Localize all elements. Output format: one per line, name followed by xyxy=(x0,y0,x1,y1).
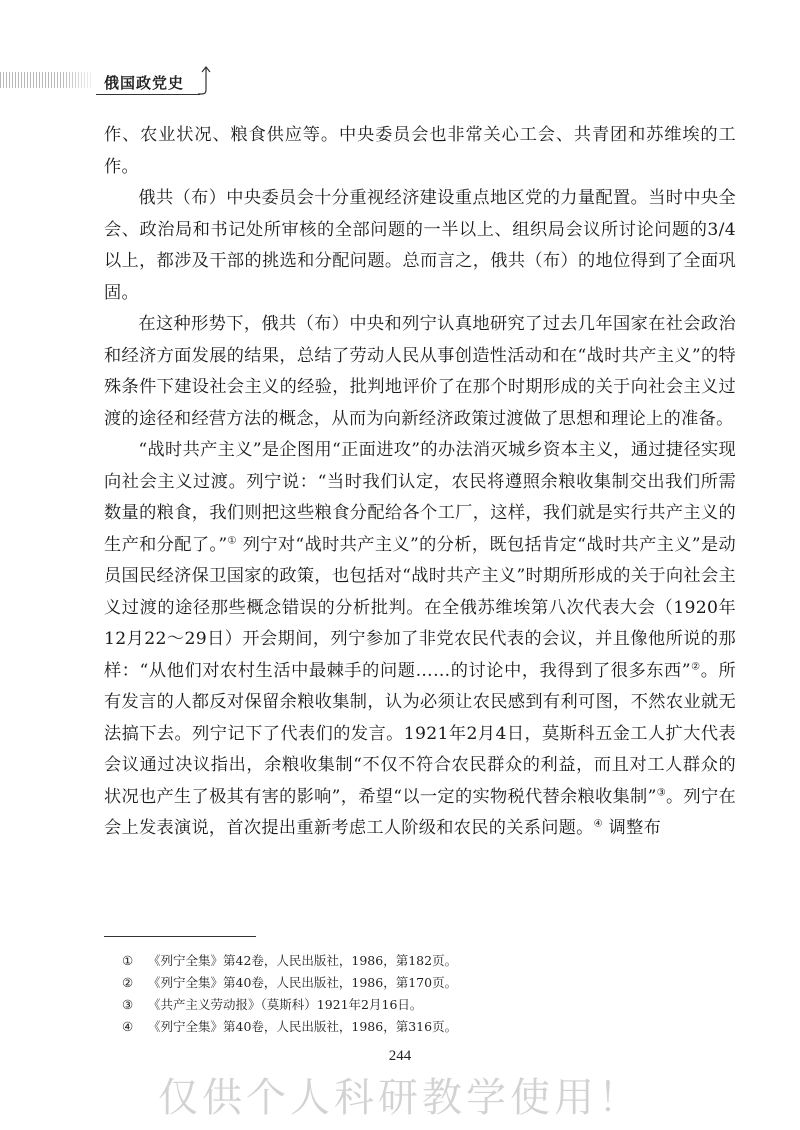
page-number: 244 xyxy=(388,1048,412,1064)
footnote-item xyxy=(122,972,722,994)
footnote-item xyxy=(122,950,722,972)
footnote-text: 《列宁全集》第40卷，人民出版社，1986，第316页。 xyxy=(148,1019,458,1034)
footnote-mark: ② xyxy=(122,975,134,990)
running-header xyxy=(0,58,230,102)
header-underline xyxy=(96,94,200,95)
paragraph-transition-preparation: 在这种形势下，俄共（布）中央和列宁认真地研究了过去几年国家在社会政治和经济方面发展的结果，总结了劳动人民从事创造性活动和在“战时共产主义”的特殊条件下建设社会主义的经验，批判地评价了在那个时期形成的关于向社会主义过渡的途径和经营方法的概念，从而为向新经济政策过渡做了思想和理论上的准备。 xyxy=(104,314,736,429)
p4-text-1: “战时共产主义”是企图用“正面进攻”的办法消灭城乡资本主义，通过捷径实现向社会主义过渡。列宁说：“当时我们认定，农民将遵照余粮收集制交出我们所需数量的粮食，我们则把这些粮食分配给各个工厂，这样，我们就是实行共产主义的生产和分配了。” xyxy=(104,440,736,555)
footnote-mark: ③ xyxy=(122,997,134,1012)
paragraph-cadre-allocation: 俄共（布）中央委员会十分重视经济建设重点地区党的力量配置。当时中央全会、政治局和书记处所审核的全部问题的一半以上、组织局会议所讨论问题的3/4以上，都涉及干部的挑选和分配问题。总而言之，俄共（布）的地位得到了全面巩固。 xyxy=(104,188,736,303)
footnote-ref-4: ④ xyxy=(593,818,603,830)
footnote-item xyxy=(122,1016,722,1038)
footnote-item xyxy=(122,994,722,1016)
footnote-text: 《列宁全集》第42卷，人民出版社，1986，第182页。 xyxy=(148,953,458,968)
footnote-ref-2: ② xyxy=(690,660,701,672)
paragraph-war-communism xyxy=(104,435,736,845)
footnotes xyxy=(122,950,722,1038)
footnote-text: 《列宁全集》第40卷，人民出版社，1986，第170页。 xyxy=(148,975,458,990)
footnote-text: 《共产主义劳动报》（莫斯科）1921年2月16日。 xyxy=(148,997,423,1012)
p4-text-2: 列宁对“战时共产主义”的分析，既包括肯定“战时共产主义”是动员国民经济保卫国家的政策，也包括对“战时共产主义”时期所形成的关于向社会主义过渡的途径那些概念错误的分析批判。在全俄苏维埃第八次代表大会（1920年12月22～29日）开会期间，列宁参加了非党农民代表的会议，并且像他所说的那样：“从他们对农村生活中最棘手的问题……的讨论中，我得到了很多东西” xyxy=(104,534,736,681)
running-title: 俄国政党史 xyxy=(104,74,185,92)
body-text xyxy=(104,120,736,845)
paragraph-continued: 作、农业状况、粮食供应等。中央委员会也非常关心工会、共青团和苏维埃的工作。 xyxy=(104,125,736,177)
footnote-ref-3: ③ xyxy=(656,786,666,798)
footnote-ref-1: ① xyxy=(227,534,237,546)
footnote-mark: ④ xyxy=(122,1019,134,1034)
watermark: 仅供个人科研教学使用！ xyxy=(158,1075,642,1121)
p4-text-4: 。列宁在会上发表演说，首次提出重新考虑工人阶级和农民的关系问题。 xyxy=(104,786,737,838)
header-hook-arrow-icon xyxy=(196,64,212,96)
p4-text-5: 调整布 xyxy=(602,818,662,838)
p4-text-3: 。所有发言的人都反对保留余粮收集制，认为必须让农民感到有利可图，不然农业就无法搞下去。列宁记下了代表们的发言。1921年2月4日，莫斯科五金工人扩大代表会议通过决议指出，余粮收集制“不仅不符合农民群众的利益，而且对工人群众的状况也产生了极其有害的影响”，希望“以一定的实物税代替余粮收集制” xyxy=(104,660,736,807)
header-stripe-fade xyxy=(60,72,100,88)
footnote-mark: ① xyxy=(122,953,134,968)
footnote-separator xyxy=(104,936,256,937)
